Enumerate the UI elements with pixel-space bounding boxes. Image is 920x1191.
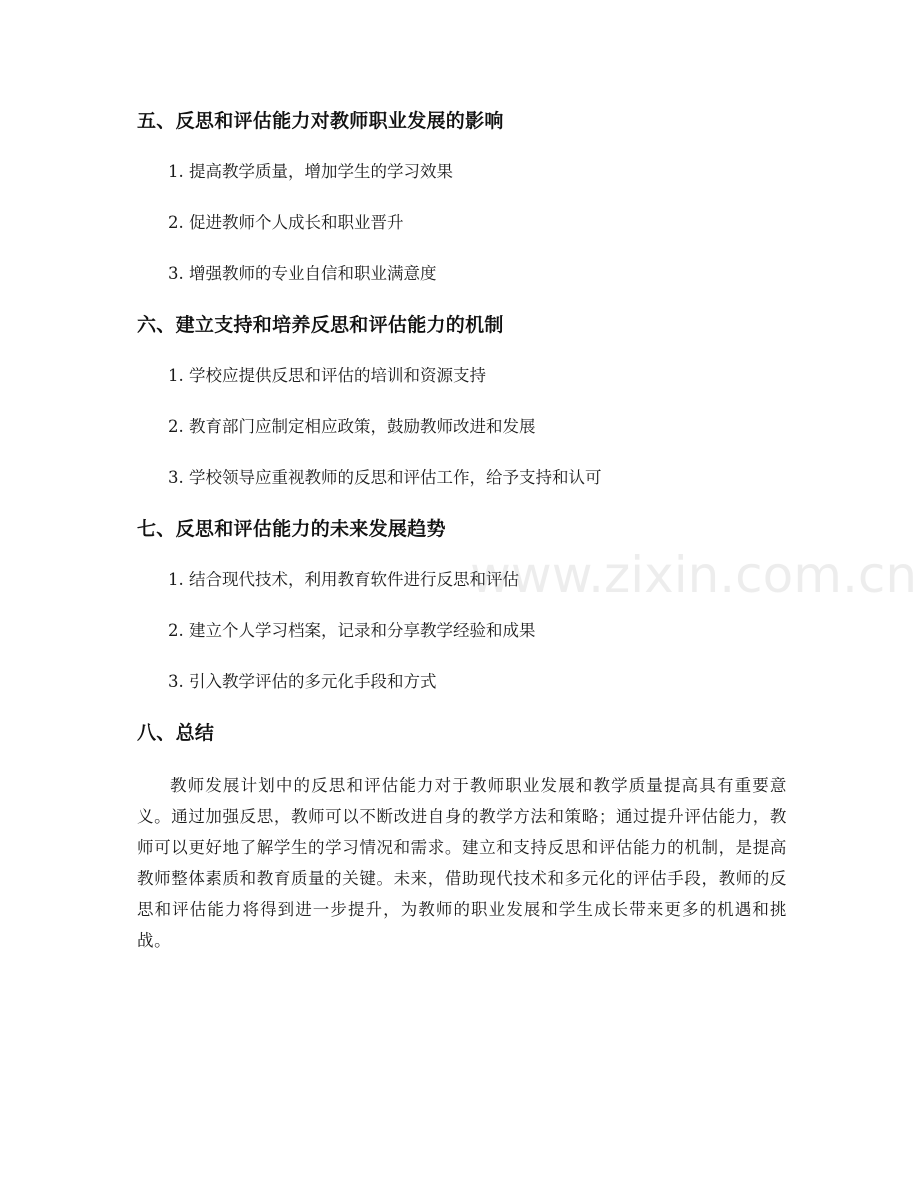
summary-paragraph: 教师发展计划中的反思和评估能力对于教师职业发展和教学质量提高具有重要意义。通过加强反思，教师可以不断改进自身的教学方法和策略；通过提升评估能力，教师可以更好地了解学生的学习情况和需求。建立和支持反思和评估能力的机制，是提高教师整体素质和教育质量的关键。未来，借助现代技术和多元化的评估手段，教师的反思和评估能力将得到进一步提升，为教师的职业发展和学生成长带来更多的机遇和挑战。 bbox=[137, 776, 787, 950]
list-item: 1. 结合现代技术，利用教育软件进行反思和评估 bbox=[168, 570, 519, 589]
list-item: 3. 增强教师的专业自信和职业满意度 bbox=[168, 264, 437, 283]
list-item: 1. 提高教学质量，增加学生的学习效果 bbox=[168, 162, 453, 181]
list-item: 3. 学校领导应重视教师的反思和评估工作，给予支持和认可 bbox=[168, 468, 602, 487]
section-heading-5: 五、反思和评估能力对教师职业发展的影响 bbox=[137, 110, 504, 132]
section-heading-8: 八、总结 bbox=[137, 722, 215, 744]
section-heading-7: 七、反思和评估能力的未来发展趋势 bbox=[137, 518, 446, 540]
section-heading-6: 六、建立支持和培养反思和评估能力的机制 bbox=[137, 314, 504, 336]
list-item: 2. 教育部门应制定相应政策，鼓励教师改进和发展 bbox=[168, 417, 536, 436]
list-item: 3. 引入教学评估的多元化手段和方式 bbox=[168, 672, 437, 691]
list-item: 2. 促进教师个人成长和职业晋升 bbox=[168, 213, 404, 232]
watermark: www.zixin.com.cn bbox=[470, 546, 918, 604]
list-item: 1. 学校应提供反思和评估的培训和资源支持 bbox=[168, 366, 486, 385]
list-item: 2. 建立个人学习档案，记录和分享教学经验和成果 bbox=[168, 621, 536, 640]
